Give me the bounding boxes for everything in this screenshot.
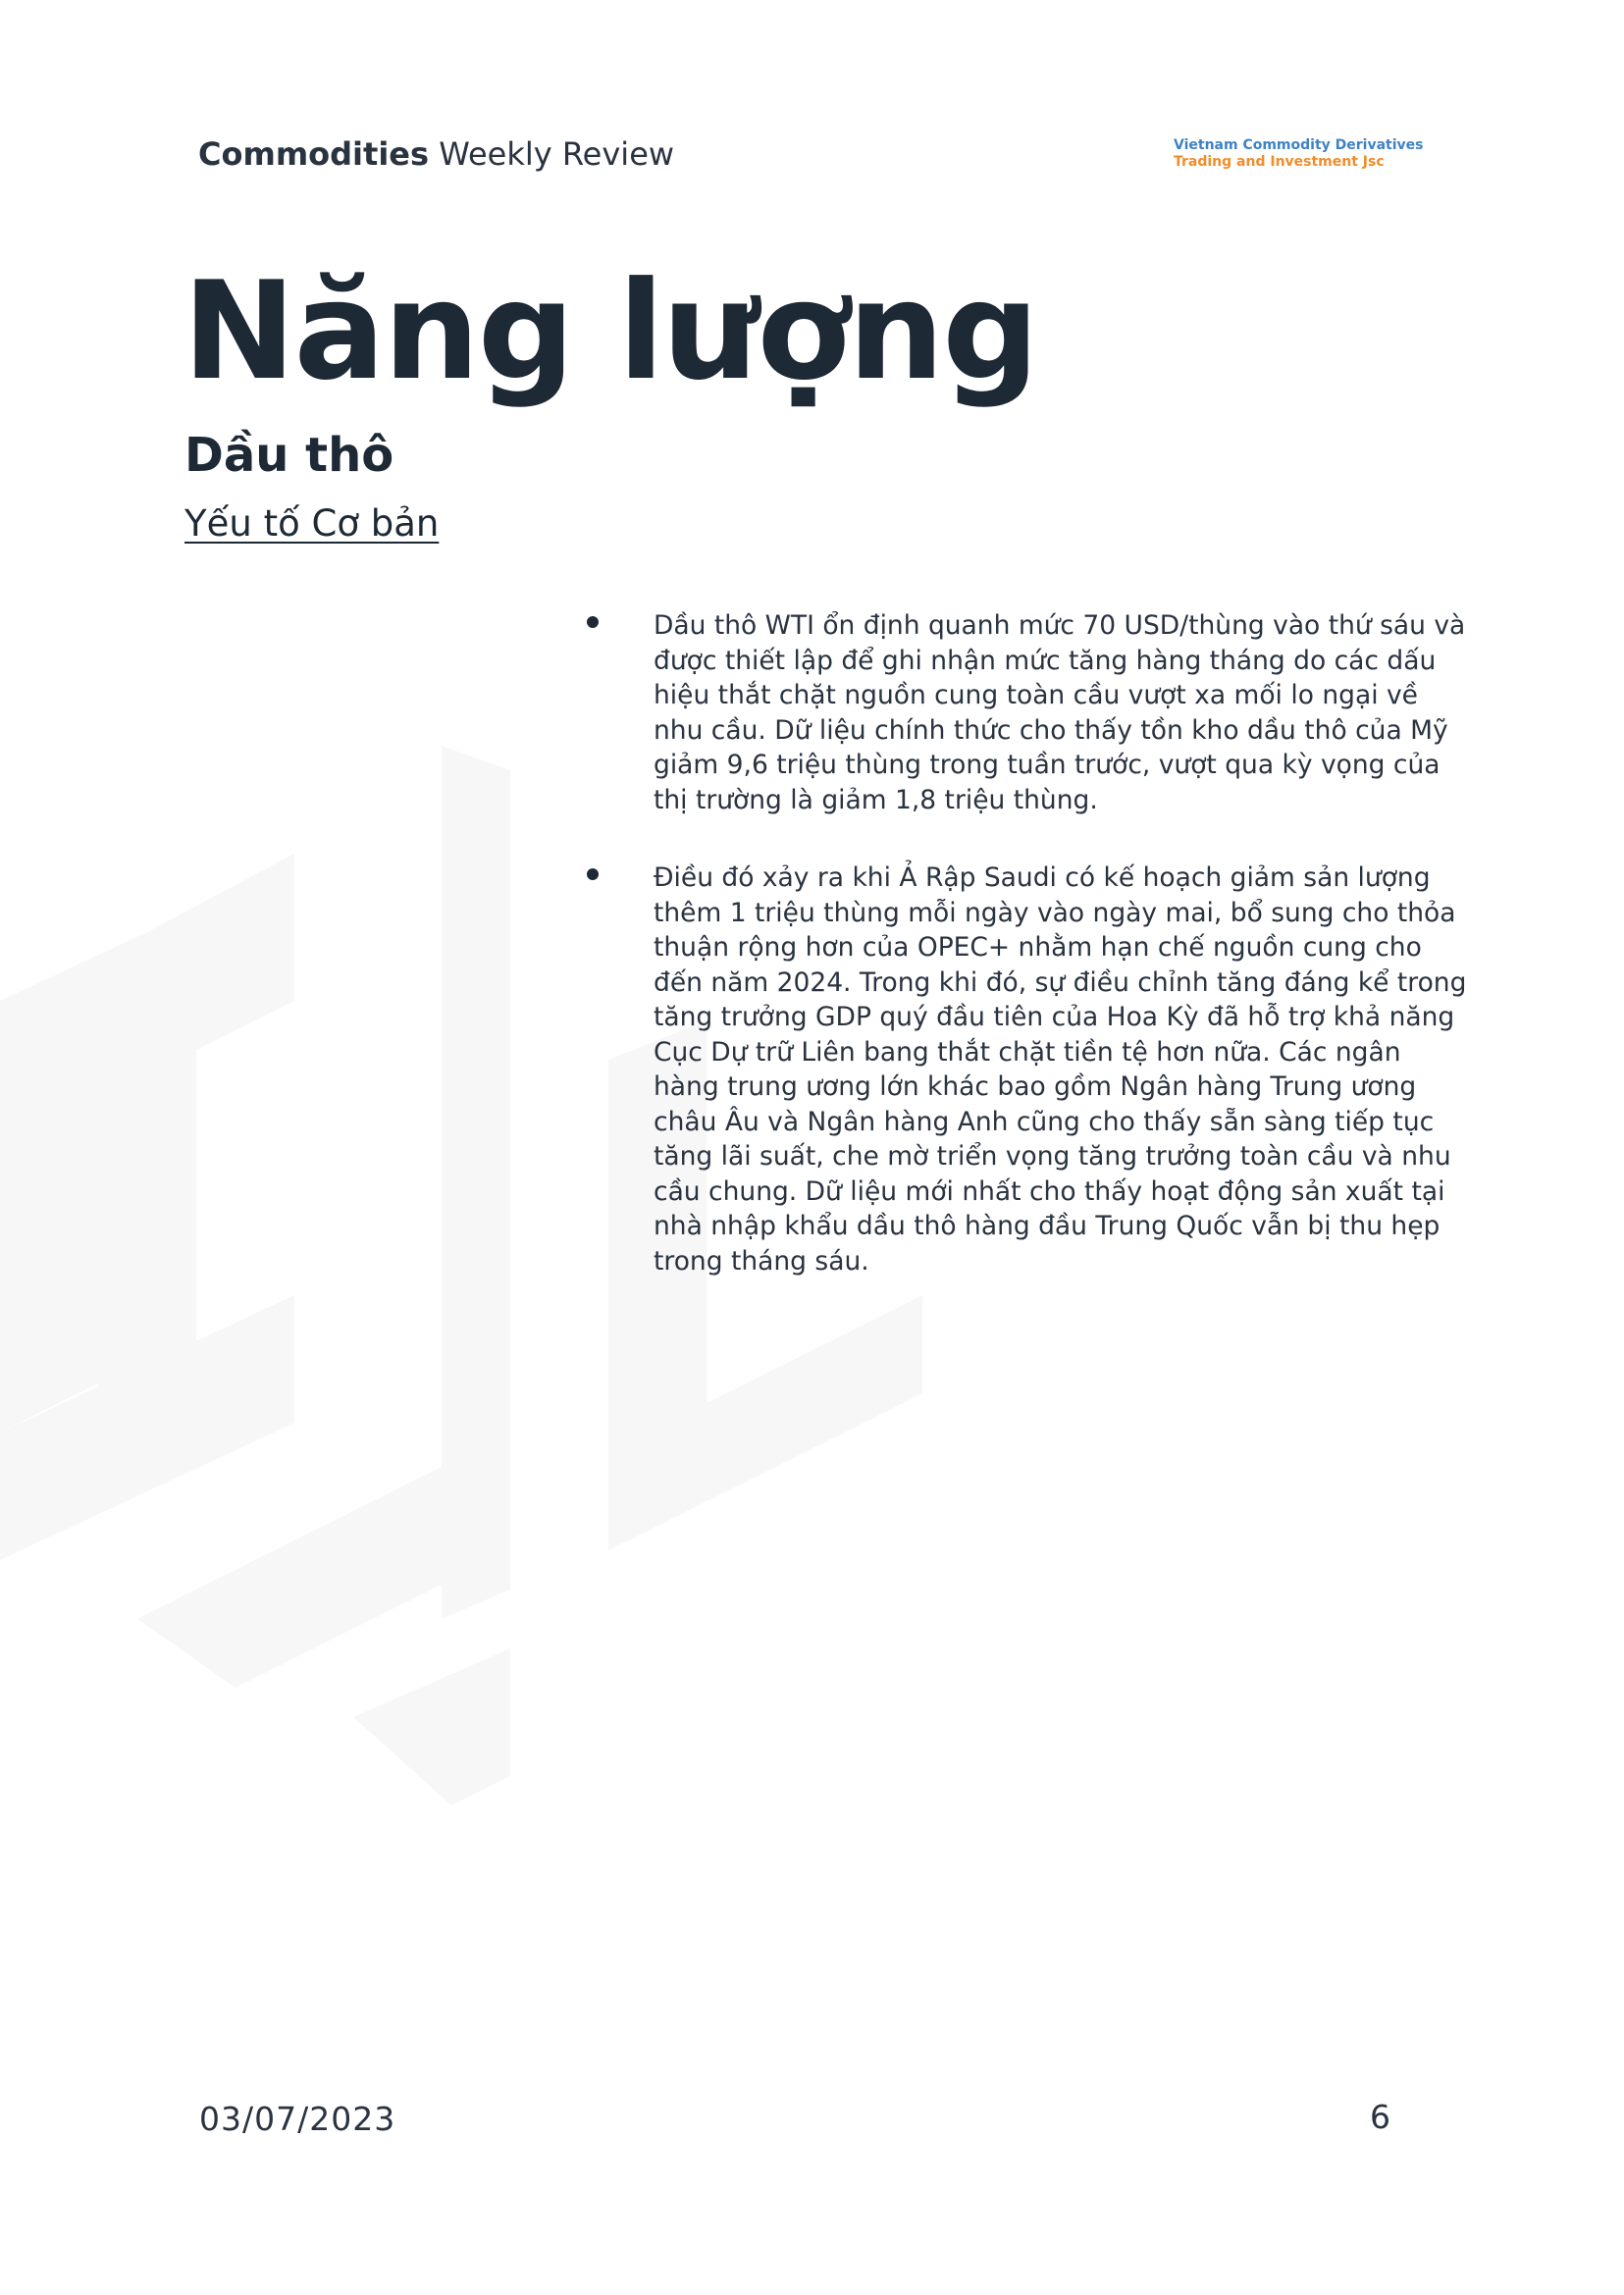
footer-date: 03/07/2023 xyxy=(199,2100,396,2138)
bullet-icon xyxy=(587,616,599,628)
report-title-bold: Commodities xyxy=(198,135,430,173)
list-item xyxy=(587,608,1470,817)
bullet-icon xyxy=(587,868,599,880)
section-label-link[interactable]: Yếu tố Cơ bản xyxy=(184,502,440,545)
list-item xyxy=(587,861,1470,1278)
company-logo xyxy=(1174,137,1424,171)
bullet-text: Điều đó xảy ra khi Ả Rập Saudi có kế hoạch giảm sản lượng thêm 1 triệu thùng mỗi ngày vào ngày mai, bổ sung cho thỏa thuận rộng hơn của OPEC+ nhằm hạn chế nguồn cung cho đến năm 2024. Trong khi đó, sự điều chỉnh tăng đáng kể trong tăng trưởng GDP quý đầu tiên của Hoa Kỳ đã hỗ trợ khả năng Cục Dự trữ Liên bang thắt chặt tiền tệ hơn nữa. Các ngân hàng trung ương lớn khác bao gồm Ngân hàng Trung ương châu Âu và Ngân hàng Anh cũng cho thấy sẵn sàng tiếp tục tăng lãi suất, che mờ triển vọng tăng trưởng toàn cầu và nhu cầu chung. Dữ liệu mới nhất cho thấy hoạt động sản xuất tại nhà nhập khẩu dầu thô hàng đầu Trung Quốc vẫn bị thu hẹp trong tháng sáu. xyxy=(654,862,1467,1277)
report-title-rest: Weekly Review xyxy=(429,135,675,173)
report-title xyxy=(198,135,674,173)
logo-line-2: Trading and Investment Jsc xyxy=(1174,154,1385,170)
bullet-list xyxy=(587,608,1470,1322)
section-subheading: Dầu thô xyxy=(184,428,394,483)
page-number: 6 xyxy=(1370,2098,1390,2136)
page-heading: Năng lượng xyxy=(183,252,1038,410)
logo-line-1: Vietnam Commodity Derivatives xyxy=(1174,137,1424,153)
bullet-text: Dầu thô WTI ổn định quanh mức 70 USD/thùng vào thứ sáu và được thiết lập để ghi nhận mức tăng hàng tháng do các dấu hiệu thắt chặt nguồn cung toàn cầu vượt xa mối lo ngại về nhu cầu. Dữ liệu chính thức cho thấy tồn kho dầu thô của Mỹ giảm 9,6 triệu thùng trong tuần trước, vượt qua kỳ vọng của thị trường là giảm 1,8 triệu thùng. xyxy=(654,610,1466,815)
